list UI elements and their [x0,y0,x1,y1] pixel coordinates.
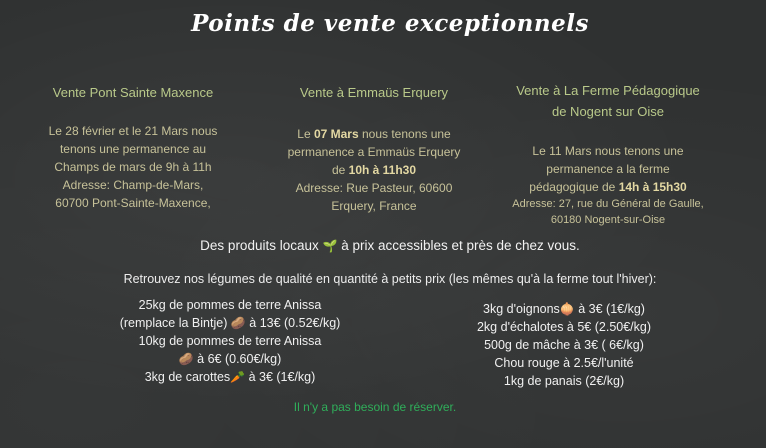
text-line: 60180 Nogent-sur-Oise [550,214,666,226]
text-line: Adresse: Champ-de-Mars, [62,178,204,192]
column-body-ferme-pedagogique [496,142,720,228]
text-line: Le 28 février et le 21 Mars nous [48,124,218,138]
products-intro: Retrouvez nos légumes de qualité en quantité à petits prix (les mêmes qu'à la ferme tout l'hiver): [123,272,657,286]
seedling-icon: 🌱 [322,239,338,253]
list-item: 25kg de pommes de terre Anissa [138,298,322,312]
product-list-left [80,296,380,386]
onion-icon: 🧅 [559,302,575,316]
column-body-pont-sainte-maxence [30,122,236,212]
potato-icon: 🥔 [178,352,194,366]
list-item: 10kg de pommes de terre Anissa [138,334,322,348]
text-line: Le 11 Mars nous tenons une [532,144,684,158]
tagline: Des produits locaux 🌱 à prix accessibles et près de chez vous. [200,238,580,253]
list-item: Chou rouge à 2.5€/l'unité [494,356,634,370]
list-item: 🥔 à 6€ (0.60€/kg) [178,352,282,366]
list-item: 1kg de panais (2€/kg) [503,374,625,388]
column-heading-pont-sainte-maxence: Vente Pont Sainte Maxence [52,85,214,100]
board-edge [766,0,780,448]
text-line: Erquery, France [331,199,417,213]
column-heading-ferme-pedagogique: Vente à La Ferme Pédagogique de Nogent sur Oise [516,83,700,119]
text-line: Le 07 Mars nous tenons une [297,127,451,141]
date-highlight: 07 Mars [313,127,359,141]
time-highlight: 14h à 15h30 [618,180,687,194]
list-item: (remplace la Bintje) 🥔 à 13€ (0.52€/kg) [119,316,341,330]
text-line: Adresse: Rue Pasteur, 60600 [295,181,453,195]
page-title: Points de vente exceptionnels [191,10,589,37]
time-highlight: 10h à 11h30 [348,163,417,177]
list-item: 500g de mâche à 3€ ( 6€/kg) [484,338,644,352]
text-line: permanence a la ferme [546,162,670,176]
text-line: Adresse: 27, rue du Général de Gaulle, [512,198,704,210]
list-item: 2kg d'échalotes à 5€ (2.50€/kg) [476,320,652,334]
no-reservation-note: Il n'y a pas besoin de réserver. [293,400,457,414]
list-item: 3kg d'oignons🧅 à 3€ (1€/kg) [483,302,645,316]
carrot-icon: 🥕 [230,370,246,384]
column-heading-emmaus-erquery: Vente à Emmaüs Erquery [299,85,449,100]
text-line: de 10h à 11h30 [331,163,417,177]
text-line: permanence a Emmaüs Erquery [287,145,461,159]
text-line: Champs de mars de 9h à 11h [54,160,212,174]
text-line: pédagogique de 14h à 15h30 [529,180,687,194]
text-line: tenons une permanence au [59,142,207,156]
text-line: 60700 Pont-Sainte-Maxence, [55,196,211,210]
potato-icon: 🥔 [230,316,246,330]
product-list-right [430,300,698,390]
list-item: 3kg de carottes🥕 à 3€ (1€/kg) [144,370,316,384]
column-body-emmaus-erquery [265,125,483,215]
